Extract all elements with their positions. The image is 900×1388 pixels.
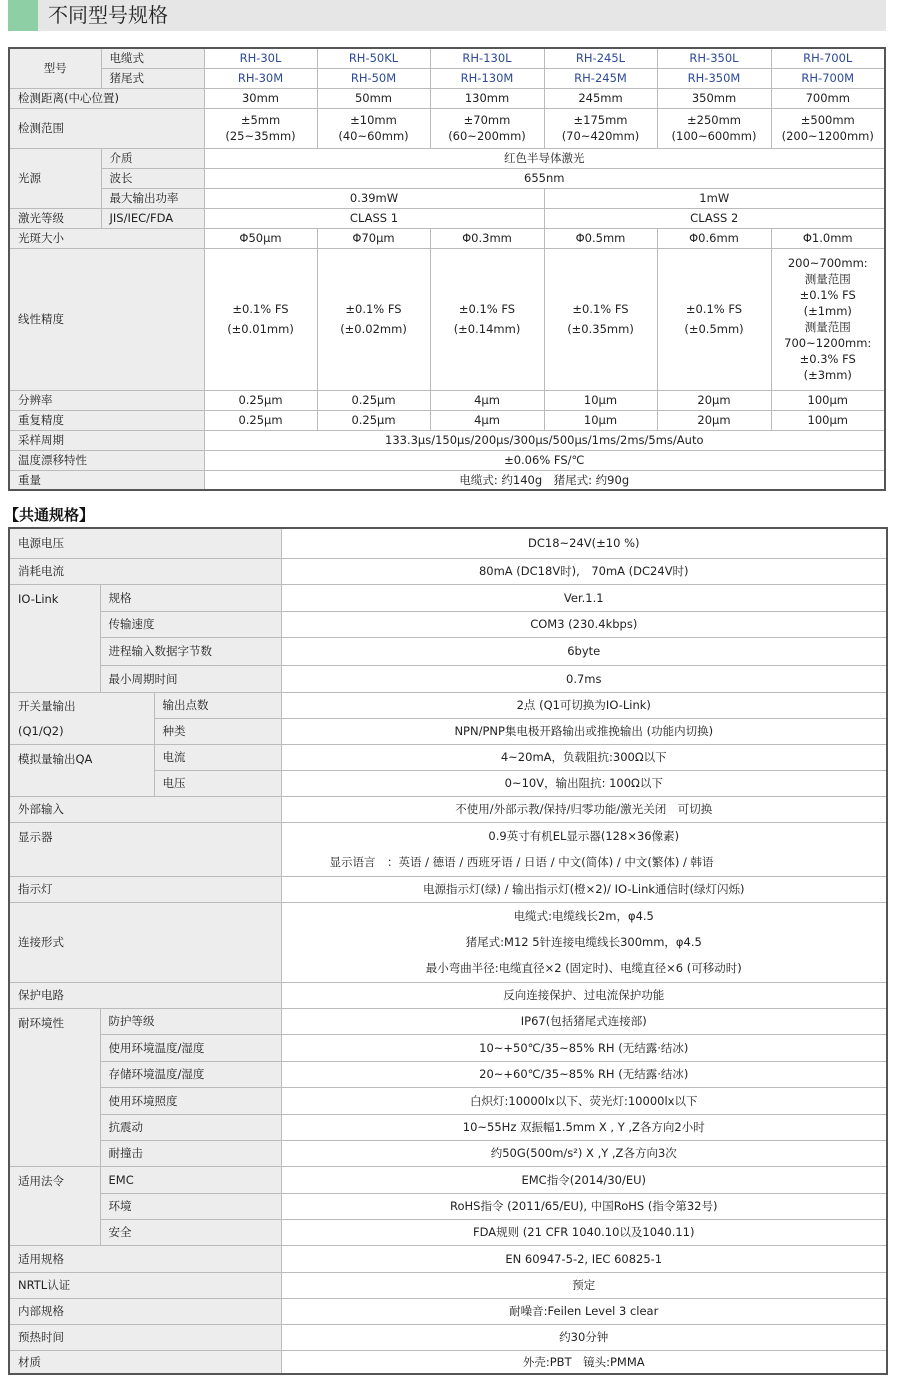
analog-output-sub-label: 电压	[154, 770, 281, 796]
regulations-sub-label: 安全	[100, 1219, 281, 1245]
connection-label: 连接形式	[9, 902, 281, 982]
laser-class-label: 激光等级	[9, 208, 101, 228]
environment-value: 白炽灯:10000lx以下、荧光灯:10000lx以下	[281, 1087, 887, 1114]
resolution-value: 100μm	[771, 390, 885, 410]
range-value: ±70mm (60~200mm)	[430, 108, 544, 148]
display-value: 0.9英寸有机EL显示器(128×36像素) 显示语言 ：英语 / 德语 / 西班牙语 / 日语 / 中文(简体) / 中文(繁体) / 韩语	[281, 822, 887, 876]
wavelength-value: 655nm	[204, 168, 885, 188]
weight-label: 重量	[9, 470, 204, 490]
medium-value: 红色半导体激光	[204, 148, 885, 168]
switch-output-sub-label: 输出点数	[154, 692, 281, 718]
temp-drift-value: ±0.06% FS/℃	[204, 450, 885, 470]
analog-output-value: 0~10V，输出阻抗: 100Ω以下	[281, 770, 887, 796]
spot-size-value: Φ0.5mm	[544, 228, 657, 248]
repeatability-value: 20μm	[657, 410, 771, 430]
resolution-label: 分辨率	[9, 390, 204, 410]
nrtl-label: NRTL认证	[9, 1272, 281, 1298]
iolink-value: 6byte	[281, 637, 887, 665]
indicator-value: 电源指示灯(绿) / 输出指示灯(橙×2)/ IO-Link通信时(绿灯闪烁)	[281, 876, 887, 902]
spot-size-label: 光斑大小	[9, 228, 204, 248]
spot-size-value: Φ0.6mm	[657, 228, 771, 248]
environment-sub-label: 抗震动	[100, 1114, 281, 1140]
medium-label: 介质	[101, 148, 204, 168]
environment-sub-label: 防护等级	[100, 1008, 281, 1034]
environment-sub-label: 存储环境温度/湿度	[100, 1061, 281, 1087]
section-title: 不同型号规格	[48, 3, 168, 27]
distance-value: 30mm	[204, 88, 317, 108]
linearity-value: ±0.1% FS (±0.35mm)	[544, 248, 657, 390]
resolution-value: 20μm	[657, 390, 771, 410]
model-pigtail: RH-700M	[771, 68, 885, 88]
model-pigtail: RH-350M	[657, 68, 771, 88]
iolink-sub-label: 规格	[100, 584, 281, 611]
max-power-label: 最大输出功率	[101, 188, 204, 208]
external-input-value: 不使用/外部示教/保持/归零功能/激光关闭 可切换	[281, 796, 887, 822]
external-input-label: 外部输入	[9, 796, 281, 822]
distance-label: 检测距离(中心位置)	[9, 88, 204, 108]
repeatability-value: 100μm	[771, 410, 885, 430]
environment-value: IP67(包括猪尾式连接部)	[281, 1008, 887, 1034]
max-power-value: 1mW	[544, 188, 885, 208]
resolution-value: 4μm	[430, 390, 544, 410]
model-pigtail: RH-30M	[204, 68, 317, 88]
laser-class-standard: JIS/IEC/FDA	[101, 208, 204, 228]
range-value: ±5mm (25~35mm)	[204, 108, 317, 148]
repeatability-value: 0.25μm	[317, 410, 430, 430]
analog-output-value: 4~20mA，负载阻抗:300Ω以下	[281, 744, 887, 770]
iolink-sub-label: 最小周期时间	[100, 665, 281, 692]
model-pigtail: RH-130M	[430, 68, 544, 88]
cable-type-label: 电缆式	[101, 48, 204, 68]
environment-label: 耐环境性	[9, 1008, 100, 1166]
warmup-label: 预热时间	[9, 1324, 281, 1350]
weight-value: 电缆式: 约140g 猪尾式: 约90g	[204, 470, 885, 490]
environment-value: 约50G(500m/s²) X ,Y ,Z各方向3次	[281, 1140, 887, 1166]
regulations-value: EMC指令(2014/30/EU)	[281, 1166, 887, 1193]
model-spec-table	[8, 47, 886, 491]
protection-value: 反向连接保护、过电流保护功能	[281, 982, 887, 1008]
analog-output-sub-label: 电流	[154, 744, 281, 770]
repeatability-value: 4μm	[430, 410, 544, 430]
wavelength-label: 波长	[101, 168, 204, 188]
regulations-label: 适用法令	[9, 1166, 100, 1245]
repeatability-value: 10μm	[544, 410, 657, 430]
model-cable: RH-245L	[544, 48, 657, 68]
repeatability-value: 0.25μm	[204, 410, 317, 430]
sampling-period-label: 采样周期	[9, 430, 204, 450]
power-voltage-label: 电源电压	[9, 528, 281, 558]
iolink-value: Ver.1.1	[281, 584, 887, 611]
spot-size-value: Φ50μm	[204, 228, 317, 248]
standards-value: EN 60947-5-2, IEC 60825-1	[281, 1245, 887, 1272]
model-cable: RH-350L	[657, 48, 771, 68]
current-label: 消耗电流	[9, 558, 281, 584]
section-header	[8, 0, 886, 31]
internal-spec-value: 耐噪音:Feilen Level 3 clear	[281, 1298, 887, 1324]
environment-value: 10~+50℃/35~85% RH (无结露·结冰)	[281, 1034, 887, 1061]
common-spec-table	[8, 527, 888, 1375]
model-pigtail: RH-245M	[544, 68, 657, 88]
iolink-sub-label: 传输速度	[100, 611, 281, 637]
indicator-label: 指示灯	[9, 876, 281, 902]
spot-size-value: Φ1.0mm	[771, 228, 885, 248]
resolution-value: 0.25μm	[204, 390, 317, 410]
linearity-value-long: 200~700mm: 测量范围 ±0.1% FS (±1mm) 测量范围 700~1200mm: ±0.3% FS (±3mm)	[771, 248, 885, 390]
current-value: 80mA (DC18V时), 70mA (DC24V时)	[281, 558, 887, 584]
environment-sub-label: 使用环境照度	[100, 1087, 281, 1114]
switch-output-sub-label: 种类	[154, 718, 281, 744]
light-source-label: 光源	[9, 148, 101, 208]
iolink-value: 0.7ms	[281, 665, 887, 692]
spot-size-value: Φ0.3mm	[430, 228, 544, 248]
nrtl-value: 预定	[281, 1272, 887, 1298]
regulations-value: RoHS指令 (2011/65/EU), 中国RoHS (指令第32号)	[281, 1193, 887, 1219]
environment-sub-label: 耐撞击	[100, 1140, 281, 1166]
regulations-sub-label: EMC	[100, 1166, 281, 1193]
standards-label: 适用规格	[9, 1245, 281, 1272]
environment-value: 10~55Hz 双振幅1.5mm X , Y ,Z各方向2小时	[281, 1114, 887, 1140]
linearity-value: ±0.1% FS (±0.02mm)	[317, 248, 430, 390]
pigtail-type-label: 猪尾式	[101, 68, 204, 88]
environment-sub-label: 使用环境温度/湿度	[100, 1034, 281, 1061]
power-voltage-value: DC18~24V(±10 %)	[281, 528, 887, 558]
internal-spec-label: 内部规格	[9, 1298, 281, 1324]
iolink-sub-label: 进程输入数据字节数	[100, 637, 281, 665]
regulations-value: FDA规则 (21 CFR 1040.10以及1040.11)	[281, 1219, 887, 1245]
range-value: ±500mm (200~1200mm)	[771, 108, 885, 148]
resolution-value: 0.25μm	[317, 390, 430, 410]
model-cable: RH-30L	[204, 48, 317, 68]
distance-value: 700mm	[771, 88, 885, 108]
material-label: 材质	[9, 1350, 281, 1374]
display-label: 显示器	[9, 822, 281, 876]
linearity-value: ±0.1% FS (±0.01mm)	[204, 248, 317, 390]
protection-label: 保护电路	[9, 982, 281, 1008]
linearity-value: ±0.1% FS (±0.5mm)	[657, 248, 771, 390]
range-value: ±175mm (70~420mm)	[544, 108, 657, 148]
iolink-label: IO-Link	[9, 584, 100, 692]
header-accent-bar	[8, 0, 38, 31]
distance-value: 50mm	[317, 88, 430, 108]
sampling-period-value: 133.3μs/150μs/200μs/300μs/500μs/1ms/2ms/5ms/Auto	[204, 430, 885, 450]
linearity-value: ±0.1% FS (±0.14mm)	[430, 248, 544, 390]
model-cable: RH-50KL	[317, 48, 430, 68]
temp-drift-label: 温度漂移特性	[9, 450, 204, 470]
material-value: 外壳:PBT 镜头:PMMA	[281, 1350, 887, 1374]
laser-class-value: CLASS 2	[544, 208, 885, 228]
repeatability-label: 重复精度	[9, 410, 204, 430]
model-pigtail: RH-50M	[317, 68, 430, 88]
distance-value: 130mm	[430, 88, 544, 108]
common-spec-title: 【共通规格】	[4, 506, 95, 524]
switch-output-label: 开关量输出 (Q1/Q2)	[9, 692, 154, 744]
model-cable: RH-130L	[430, 48, 544, 68]
range-value: ±250mm (100~600mm)	[657, 108, 771, 148]
model-cable: RH-700L	[771, 48, 885, 68]
laser-class-value: CLASS 1	[204, 208, 544, 228]
analog-output-label: 模拟量输出QA	[9, 744, 154, 796]
resolution-value: 10μm	[544, 390, 657, 410]
switch-output-value: NPN/PNP集电极开路输出或推挽输出 (功能内切换)	[281, 718, 887, 744]
range-value: ±10mm (40~60mm)	[317, 108, 430, 148]
warmup-value: 约30分钟	[281, 1324, 887, 1350]
distance-value: 245mm	[544, 88, 657, 108]
iolink-value: COM3 (230.4kbps)	[281, 611, 887, 637]
max-power-value: 0.39mW	[204, 188, 544, 208]
range-label: 检测范围	[9, 108, 204, 148]
environment-value: 20~+60℃/35~85% RH (无结露·结冰)	[281, 1061, 887, 1087]
linearity-label: 线性精度	[9, 248, 204, 390]
regulations-sub-label: 环境	[100, 1193, 281, 1219]
switch-output-value: 2点 (Q1可切换为IO-Link)	[281, 692, 887, 718]
connection-value: 电缆式:电缆线长2m，φ4.5 猪尾式:M12 5针连接电缆线长300mm，φ4.5 最小弯曲半径:电缆直径×2 (固定时)、电缆直径×6 (可移动时)	[281, 902, 887, 982]
model-label: 型号	[9, 48, 101, 88]
spot-size-value: Φ70μm	[317, 228, 430, 248]
distance-value: 350mm	[657, 88, 771, 108]
